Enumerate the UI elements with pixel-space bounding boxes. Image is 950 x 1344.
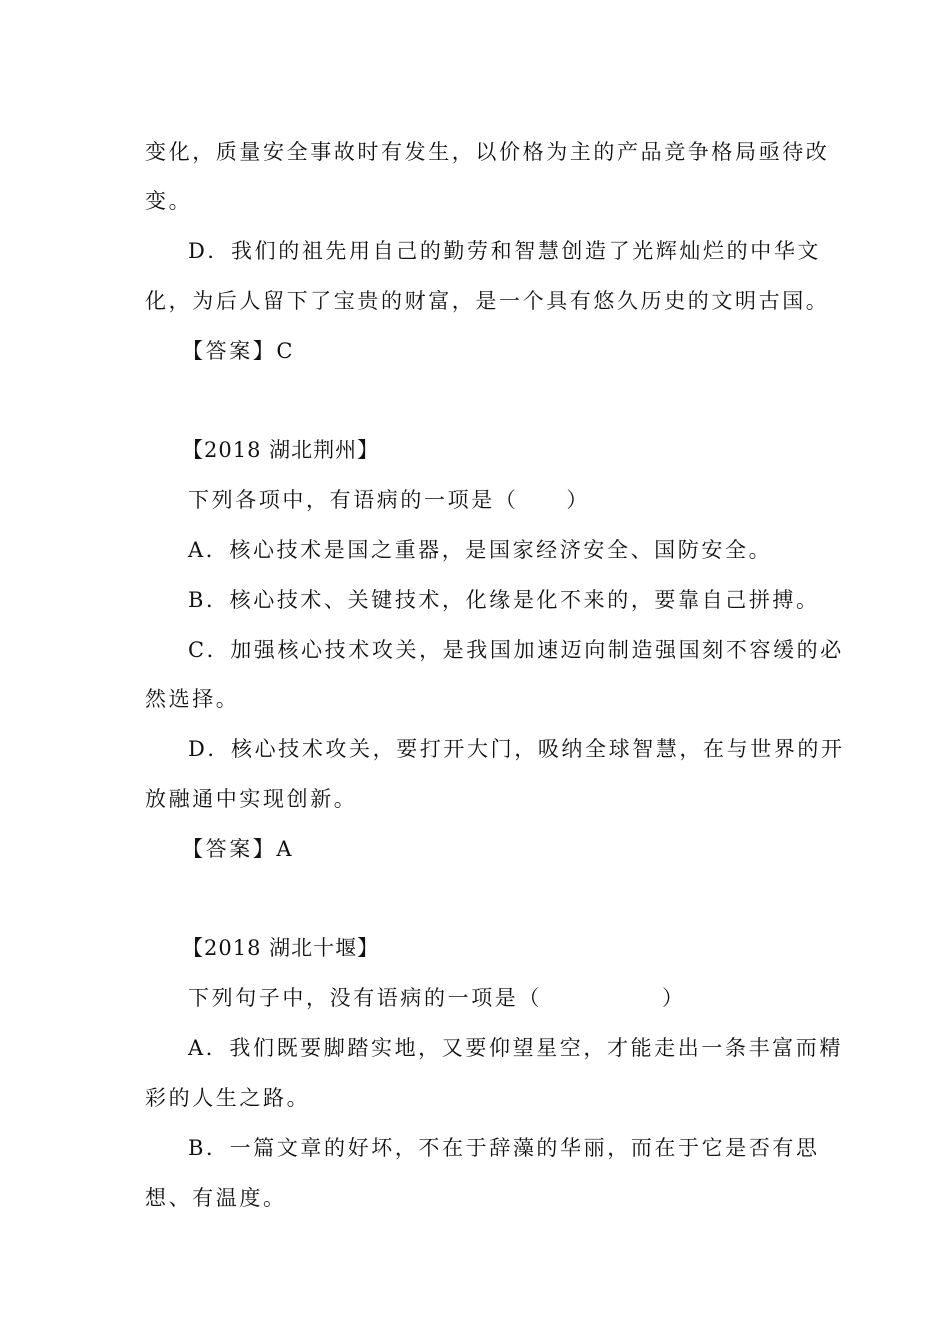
jingzhou-header: 【2018 湖北荆州】 — [182, 438, 380, 462]
prev-option-d-line2: 化，为后人留下了宝贵的财富，是一个具有悠久历史的文明古国。 — [145, 289, 830, 313]
jingzhou-option-b: B．核心技术、关键技术，化缘是化不来的，要靠自己拼搏。 — [188, 588, 820, 612]
shiyan-option-b-line1: B．一篇文章的好坏，不在于辞藻的华丽，而在于它是否有思 — [188, 1136, 820, 1160]
jingzhou-option-c-line2: 然选择。 — [145, 687, 240, 711]
shiyan-option-a-line1: A．我们既要脚踏实地，又要仰望星空，才能走出一条丰富而精 — [188, 1036, 843, 1060]
jingzhou-option-a: A．核心技术是国之重器，是国家经济安全、国防安全。 — [188, 538, 773, 562]
jingzhou-answer: 【答案】A — [182, 837, 295, 861]
jingzhou-option-c-line1: C．加强核心技术攻关，是我国加速迈向制造强国刻不容缓的必 — [188, 638, 844, 662]
prev-option-c-line1: 变化，质量安全事故时有发生，以价格为主的产品竞争格局亟待改 — [145, 140, 830, 164]
jingzhou-question-end: ） — [566, 488, 591, 512]
jingzhou-question-text: 下列各项中，有语病的一项是（ — [188, 488, 519, 512]
shiyan-header: 【2018 湖北十堰】 — [182, 936, 380, 960]
shiyan-option-a-line2: 彩的人生之路。 — [145, 1086, 311, 1110]
prev-option-c-line2: 变。 — [145, 189, 193, 213]
shiyan-question-text: 下列句子中，没有语病的一项是（ — [188, 986, 542, 1010]
jingzhou-question — [188, 485, 590, 515]
prev-option-d-line1: D．我们的祖先用自己的勤劳和智慧创造了光辉灿烂的中华文 — [188, 239, 822, 263]
jingzhou-option-d-line1: D．核心技术攻关，要打开大门，吸纳全球智慧，在与世界的开 — [188, 737, 845, 761]
jingzhou-option-d-line2: 放融通中实现创新。 — [145, 787, 358, 811]
shiyan-question — [188, 983, 686, 1013]
prev-answer: 【答案】C — [182, 339, 296, 363]
shiyan-question-end: ） — [662, 986, 686, 1010]
shiyan-option-b-line2: 想、有温度。 — [145, 1186, 287, 1210]
